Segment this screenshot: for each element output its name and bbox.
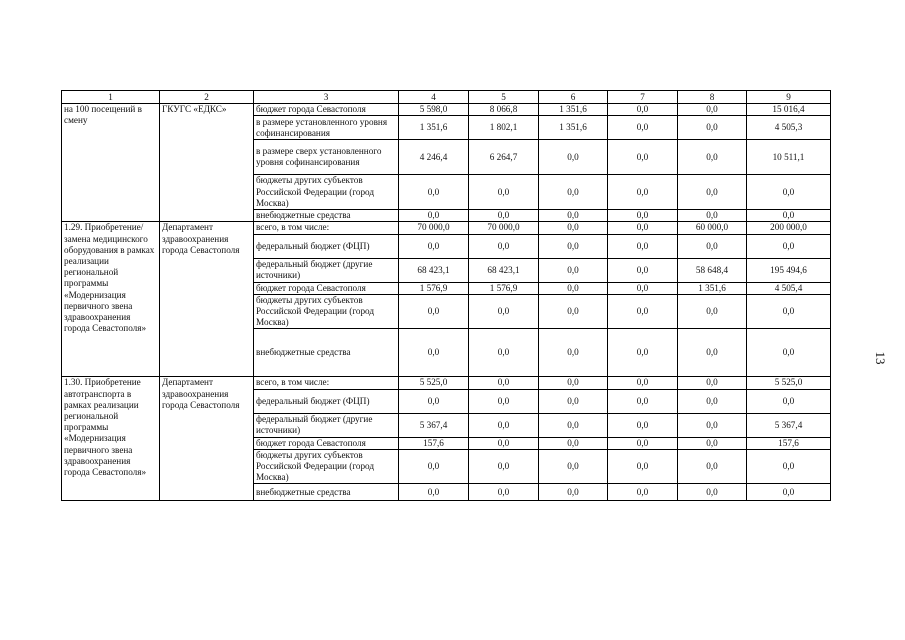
value-cell: 0,0 <box>539 258 608 282</box>
value-cell: 0,0 <box>747 329 831 377</box>
value-cell: 60 000,0 <box>678 222 747 234</box>
value-cell: 0,0 <box>539 413 608 437</box>
value-cell: 1 802,1 <box>469 116 539 140</box>
measure-name-cell: на 100 посещений в смену <box>62 104 160 222</box>
value-cell: 0,0 <box>678 210 747 222</box>
column-number: 7 <box>608 91 678 104</box>
funding-source-cell: бюджет города Севастополя <box>254 282 399 294</box>
value-cell: 0,0 <box>608 234 678 258</box>
executor-cell: Департамент здравоохранения города Севастополя <box>160 377 254 501</box>
value-cell: 0,0 <box>399 449 469 484</box>
value-cell: 8 066,8 <box>469 104 539 116</box>
value-cell: 0,0 <box>539 282 608 294</box>
value-cell: 0,0 <box>469 175 539 210</box>
measure-name-cell: 1.29. Приобретение/замена медицинского оборудования в рамках реализации региональной программы «Модернизация первичного звена здравоохранения города Севастополя» <box>62 222 160 377</box>
value-cell: 0,0 <box>747 234 831 258</box>
funding-source-cell: внебюджетные средства <box>254 210 399 222</box>
funding-source-cell: бюджет города Севастополя <box>254 104 399 116</box>
value-cell: 0,0 <box>608 210 678 222</box>
value-cell: 0,0 <box>608 484 678 501</box>
column-number: 9 <box>747 91 831 104</box>
value-cell: 0,0 <box>678 377 747 389</box>
value-cell: 70 000,0 <box>469 222 539 234</box>
value-cell: 10 511,1 <box>747 140 831 175</box>
funding-source-cell: федеральный бюджет (другие источники) <box>254 413 399 437</box>
value-cell: 15 016,4 <box>747 104 831 116</box>
value-cell: 0,0 <box>608 282 678 294</box>
value-cell: 0,0 <box>399 329 469 377</box>
value-cell: 0,0 <box>747 210 831 222</box>
column-number: 4 <box>399 91 469 104</box>
value-cell: 0,0 <box>678 116 747 140</box>
funding-source-cell: в размере сверх установленного уровня софинансирования <box>254 140 399 175</box>
value-cell: 1 576,9 <box>399 282 469 294</box>
table-row <box>62 104 831 116</box>
column-number: 8 <box>678 91 747 104</box>
measure-name-cell: 1.30. Приобретение автотранспорта в рамках реализации региональной программы «Модернизация первичного звена здравоохранения города Севастополя» <box>62 377 160 501</box>
value-cell: 0,0 <box>608 104 678 116</box>
value-cell: 0,0 <box>539 140 608 175</box>
value-cell: 0,0 <box>539 377 608 389</box>
value-cell: 68 423,1 <box>469 258 539 282</box>
value-cell: 200 000,0 <box>747 222 831 234</box>
value-cell: 0,0 <box>608 294 678 329</box>
value-cell: 0,0 <box>747 175 831 210</box>
value-cell: 0,0 <box>747 484 831 501</box>
value-cell: 0,0 <box>678 104 747 116</box>
funding-source-cell: всего, в том числе: <box>254 222 399 234</box>
value-cell: 0,0 <box>469 413 539 437</box>
funding-source-cell: бюджеты других субъектов Российской Федерации (город Москва) <box>254 294 399 329</box>
table-row <box>62 222 831 234</box>
value-cell: 0,0 <box>608 329 678 377</box>
value-cell: 0,0 <box>469 449 539 484</box>
value-cell: 68 423,1 <box>399 258 469 282</box>
value-cell: 0,0 <box>539 294 608 329</box>
funding-source-cell: федеральный бюджет (другие источники) <box>254 258 399 282</box>
value-cell: 0,0 <box>539 210 608 222</box>
page-number: 13 <box>873 351 888 365</box>
value-cell: 58 648,4 <box>678 258 747 282</box>
value-cell: 0,0 <box>539 389 608 413</box>
value-cell: 0,0 <box>678 294 747 329</box>
value-cell: 0,0 <box>747 389 831 413</box>
executor-cell: Департамент здравоохранения города Севастополя <box>160 222 254 377</box>
value-cell: 0,0 <box>608 437 678 449</box>
value-cell: 0,0 <box>608 449 678 484</box>
value-cell: 0,0 <box>608 175 678 210</box>
value-cell: 0,0 <box>747 294 831 329</box>
value-cell: 0,0 <box>399 175 469 210</box>
value-cell: 0,0 <box>747 449 831 484</box>
value-cell: 1 351,6 <box>539 116 608 140</box>
value-cell: 0,0 <box>469 294 539 329</box>
column-number: 2 <box>160 91 254 104</box>
value-cell: 0,0 <box>469 234 539 258</box>
column-number-row <box>62 91 831 104</box>
value-cell: 0,0 <box>399 484 469 501</box>
value-cell: 0,0 <box>678 484 747 501</box>
value-cell: 5 598,0 <box>399 104 469 116</box>
value-cell: 0,0 <box>539 484 608 501</box>
value-cell: 0,0 <box>539 329 608 377</box>
column-number: 6 <box>539 91 608 104</box>
value-cell: 0,0 <box>539 175 608 210</box>
column-number: 3 <box>254 91 399 104</box>
column-number: 1 <box>62 91 160 104</box>
value-cell: 0,0 <box>469 484 539 501</box>
value-cell: 5 367,4 <box>399 413 469 437</box>
value-cell: 1 576,9 <box>469 282 539 294</box>
funding-source-cell: внебюджетные средства <box>254 329 399 377</box>
value-cell: 0,0 <box>678 437 747 449</box>
funding-source-cell: федеральный бюджет (ФЦП) <box>254 234 399 258</box>
value-cell: 5 525,0 <box>747 377 831 389</box>
value-cell: 0,0 <box>608 116 678 140</box>
value-cell: 0,0 <box>678 140 747 175</box>
funding-source-cell: в размере установленного уровня софинансирования <box>254 116 399 140</box>
value-cell: 0,0 <box>608 377 678 389</box>
value-cell: 0,0 <box>678 413 747 437</box>
value-cell: 0,0 <box>608 413 678 437</box>
funding-source-cell: внебюджетные средства <box>254 484 399 501</box>
value-cell: 0,0 <box>399 294 469 329</box>
funding-source-cell: федеральный бюджет (ФЦП) <box>254 389 399 413</box>
value-cell: 6 264,7 <box>469 140 539 175</box>
value-cell: 0,0 <box>678 449 747 484</box>
value-cell: 0,0 <box>608 258 678 282</box>
value-cell: 0,0 <box>469 389 539 413</box>
value-cell: 0,0 <box>469 437 539 449</box>
value-cell: 0,0 <box>469 210 539 222</box>
funding-source-cell: бюджет города Севастополя <box>254 437 399 449</box>
value-cell: 0,0 <box>608 140 678 175</box>
value-cell: 0,0 <box>469 329 539 377</box>
value-cell: 0,0 <box>469 377 539 389</box>
value-cell: 0,0 <box>678 175 747 210</box>
value-cell: 1 351,6 <box>539 104 608 116</box>
funding-source-cell: бюджеты других субъектов Российской Федерации (город Москва) <box>254 175 399 210</box>
value-cell: 70 000,0 <box>399 222 469 234</box>
value-cell: 1 351,6 <box>678 282 747 294</box>
value-cell: 0,0 <box>399 210 469 222</box>
executor-cell: ГКУГС «ЕДКС» <box>160 104 254 222</box>
table-body <box>62 91 831 501</box>
value-cell: 157,6 <box>747 437 831 449</box>
value-cell: 0,0 <box>678 234 747 258</box>
funding-source-cell: всего, в том числе: <box>254 377 399 389</box>
value-cell: 1 351,6 <box>399 116 469 140</box>
funding-source-cell: бюджеты других субъектов Российской Федерации (город Москва) <box>254 449 399 484</box>
value-cell: 0,0 <box>678 329 747 377</box>
value-cell: 4 505,3 <box>747 116 831 140</box>
value-cell: 157,6 <box>399 437 469 449</box>
table-row <box>62 377 831 389</box>
value-cell: 0,0 <box>608 222 678 234</box>
column-number: 5 <box>469 91 539 104</box>
value-cell: 0,0 <box>678 389 747 413</box>
value-cell: 5 367,4 <box>747 413 831 437</box>
value-cell: 0,0 <box>539 234 608 258</box>
value-cell: 0,0 <box>539 449 608 484</box>
value-cell: 4 505,4 <box>747 282 831 294</box>
budget-table <box>61 90 831 501</box>
value-cell: 0,0 <box>539 437 608 449</box>
value-cell: 0,0 <box>399 234 469 258</box>
value-cell: 195 494,6 <box>747 258 831 282</box>
value-cell: 0,0 <box>539 222 608 234</box>
value-cell: 0,0 <box>608 389 678 413</box>
value-cell: 4 246,4 <box>399 140 469 175</box>
value-cell: 5 525,0 <box>399 377 469 389</box>
value-cell: 0,0 <box>399 389 469 413</box>
